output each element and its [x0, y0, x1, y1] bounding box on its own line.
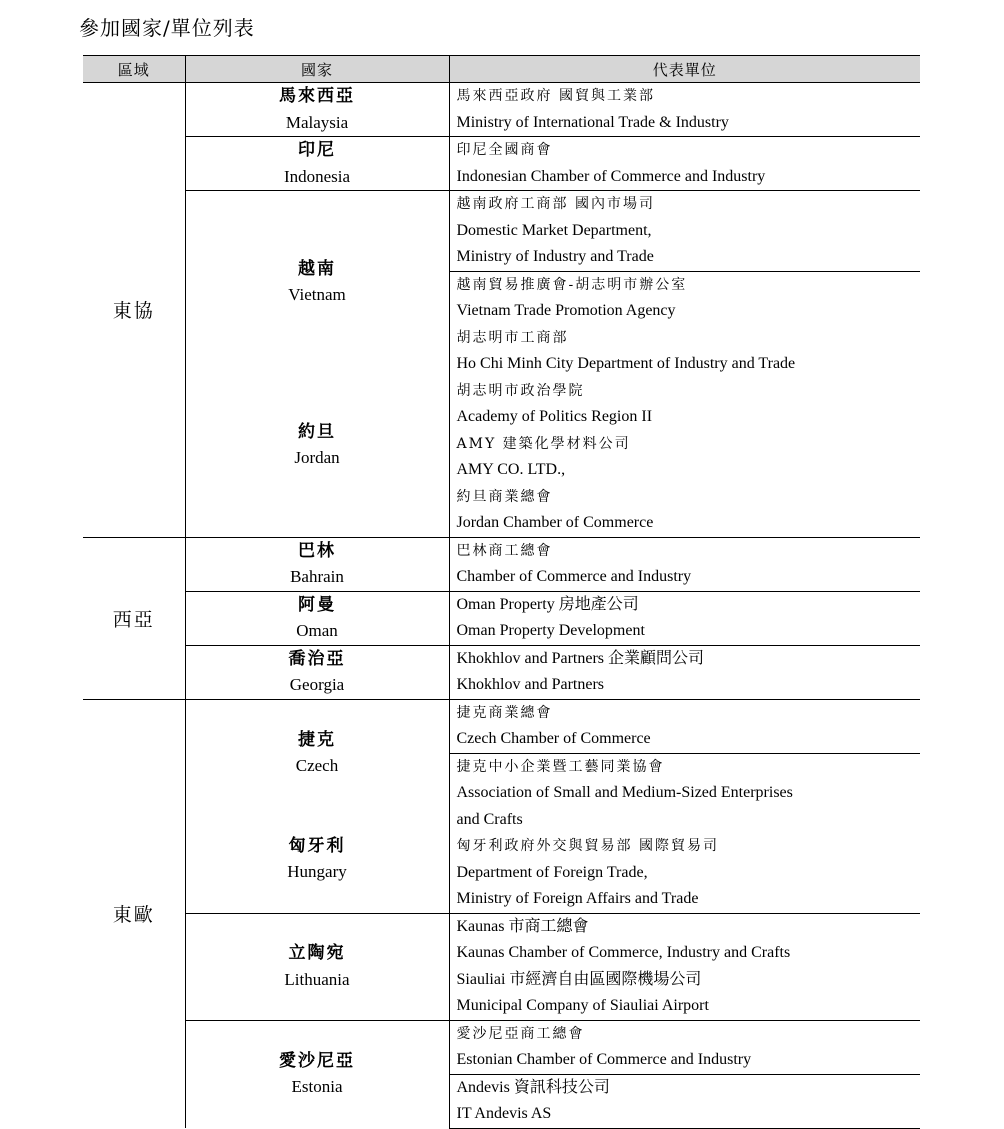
country-en: Jordan	[294, 448, 340, 468]
rep-line: Department of Foreign Trade,	[456, 863, 648, 881]
rep-line: Academy of Politics Region II	[456, 408, 653, 425]
rep-line: AMY 建築化學材料公司	[456, 435, 631, 452]
country-en: Georgia	[289, 675, 345, 694]
table-row	[83, 1020, 920, 1074]
rep-line: Siauliai 市經濟自由區國際機場公司	[456, 970, 702, 988]
rep-line: Association of Small and Medium-Sized Enterprises	[456, 784, 793, 801]
rep-line: 捷克中小企業暨工藝同業協會	[456, 758, 665, 775]
rep-line: Vietnam Trade Promotion Agency	[456, 302, 676, 319]
rep-line: Oman Property 房地產公司	[456, 595, 639, 613]
table-row	[83, 645, 920, 699]
rep-cell	[449, 271, 920, 537]
country-zh: 喬治亞	[288, 648, 346, 669]
rep-line: Indonesian Chamber of Commerce and Industry	[456, 167, 766, 185]
document-title: 參加國家/單位列表	[79, 16, 255, 40]
header-region: 區域	[83, 56, 185, 83]
country-zh: 愛沙尼亞	[279, 1050, 355, 1071]
rep-cell	[449, 1020, 920, 1074]
country-zh: 越南	[298, 258, 336, 279]
region-west-asia: 西亞	[83, 537, 185, 699]
table-row	[83, 83, 920, 137]
region-east-europe: 東歐	[83, 699, 185, 1128]
country-en: Czech	[295, 756, 339, 775]
rep-line: Andevis 資訊科技公司	[456, 1078, 610, 1096]
country-en: Malaysia	[285, 112, 349, 132]
rep-line: 胡志明市工商部	[456, 329, 569, 346]
country-bahrain	[185, 537, 449, 591]
rep-cell	[449, 191, 920, 272]
header-country: 國家	[185, 56, 449, 83]
country-estonia	[185, 1020, 449, 1128]
country-en: Indonesia	[283, 166, 351, 186]
rep-cell	[449, 137, 920, 191]
rep-line: AMY CO. LTD.,	[456, 461, 566, 478]
rep-cell	[449, 753, 920, 913]
rep-line: Kaunas 市商工總會	[456, 917, 589, 935]
rep-cell	[449, 1074, 920, 1128]
table-row	[83, 137, 920, 191]
rep-line: IT Andevis AS	[456, 1105, 552, 1122]
country-vietnam-jordan	[185, 191, 449, 538]
rep-cell	[449, 83, 920, 137]
country-en: Bahrain	[290, 567, 344, 586]
rep-line: Khokhlov and Partners	[456, 676, 605, 693]
rep-line: 愛沙尼亞商工總會	[456, 1025, 585, 1042]
rep-line: 印尼全國商會	[456, 142, 553, 158]
country-en: Estonia	[291, 1077, 343, 1097]
rep-line: Ministry of Industry and Trade	[456, 248, 654, 265]
rep-cell	[449, 913, 920, 1020]
rep-cell	[449, 699, 920, 753]
rep-line: Chamber of Commerce and Industry	[456, 568, 692, 585]
country-georgia	[185, 645, 449, 699]
country-en: Vietnam	[288, 285, 346, 305]
country-czech-hungary	[185, 699, 449, 913]
country-zh: 印尼	[298, 140, 336, 160]
country-zh: 立陶宛	[288, 943, 346, 963]
rep-cell	[449, 537, 920, 591]
rep-line: Ho Chi Minh City Department of Industry and Trade	[456, 355, 796, 372]
rep-line: Kaunas Chamber of Commerce, Industry and Crafts	[456, 944, 791, 961]
participant-table	[83, 55, 920, 1129]
rep-line: Domestic Market Department,	[456, 221, 652, 239]
rep-line: 巴林商工總會	[456, 542, 553, 559]
rep-line: and Crafts	[456, 810, 523, 828]
region-asean: 東協	[83, 83, 185, 538]
rep-line: Khokhlov and Partners 企業顧問公司	[456, 649, 705, 667]
country-oman	[185, 591, 449, 645]
table-header-row	[83, 56, 920, 83]
rep-line: Ministry of International Trade & Industry	[456, 113, 729, 131]
header-rep: 代表單位	[449, 56, 920, 83]
table-row	[83, 537, 920, 591]
table-row	[83, 191, 920, 272]
rep-line: Municipal Company of Siauliai Airport	[456, 997, 709, 1014]
country-en: Oman	[296, 621, 338, 640]
table-row	[83, 699, 920, 753]
country-zh: 匈牙利	[288, 835, 346, 856]
rep-cell	[449, 645, 920, 699]
country-zh: 馬來西亞	[279, 86, 355, 106]
country-en: Lithuania	[284, 969, 350, 989]
rep-line: 馬來西亞政府 國貿與工業部	[456, 88, 655, 104]
rep-line: 匈牙利政府外交與貿易部 國際貿易司	[456, 838, 719, 854]
country-zh: 捷克	[298, 729, 336, 750]
rep-line: Ministry of Foreign Affairs and Trade	[456, 890, 699, 907]
country-indonesia	[185, 137, 449, 191]
rep-line: 捷克商業總會	[456, 704, 553, 721]
country-malaysia	[185, 83, 449, 137]
rep-line: 越南貿易推廣會-胡志明市辦公室	[456, 276, 688, 293]
rep-line: 胡志明市政治學院	[456, 382, 585, 399]
rep-line: 約旦商業總會	[456, 488, 553, 505]
country-en: Hungary	[287, 862, 347, 881]
rep-line: Oman Property Development	[456, 622, 645, 639]
country-lithuania	[185, 913, 449, 1020]
country-zh: 巴林	[298, 540, 336, 561]
rep-line: Jordan Chamber of Commerce	[456, 514, 654, 531]
table-row	[83, 913, 920, 1020]
table-row	[83, 591, 920, 645]
rep-line: Estonian Chamber of Commerce and Industry	[456, 1051, 752, 1068]
rep-cell	[449, 591, 920, 645]
country-zh: 阿曼	[298, 594, 336, 615]
rep-line: 越南政府工商部 國內市場司	[456, 196, 655, 212]
rep-line: Czech Chamber of Commerce	[456, 730, 651, 747]
country-zh: 約旦	[298, 421, 336, 442]
